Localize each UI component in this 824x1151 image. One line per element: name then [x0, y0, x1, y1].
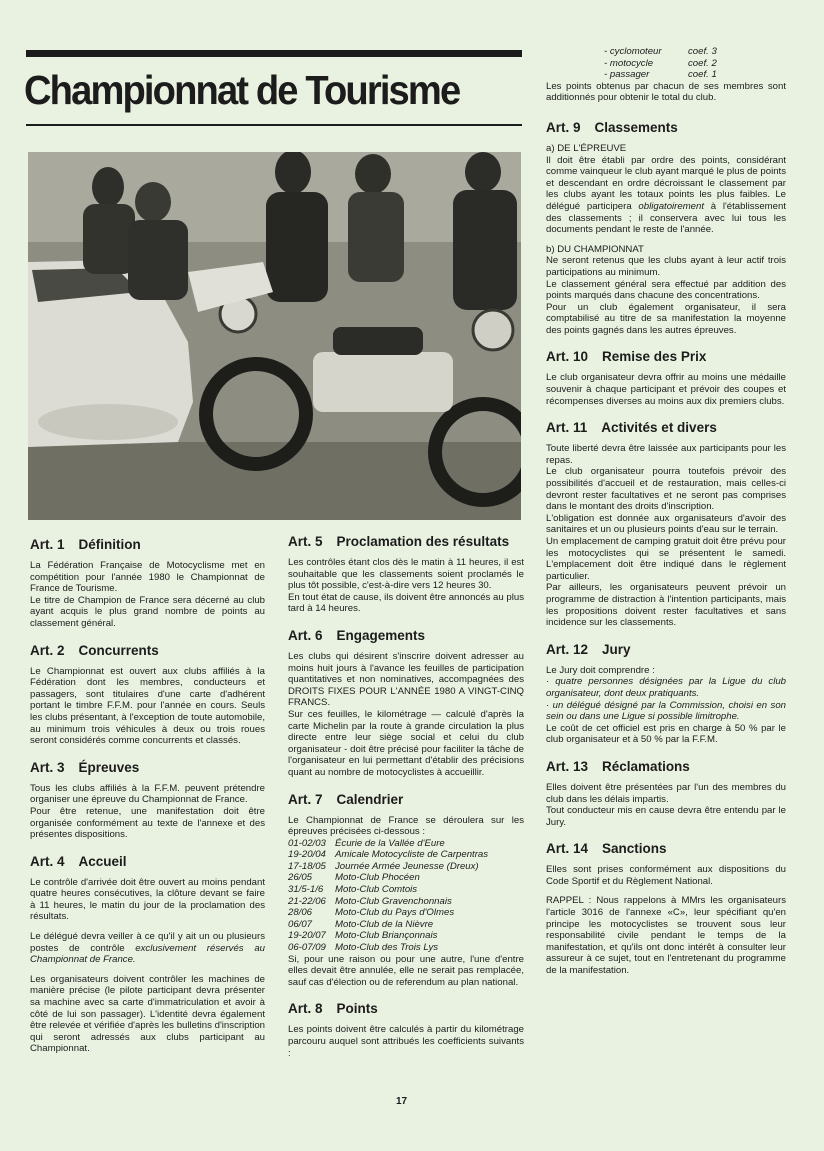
art7-heading [288, 792, 524, 807]
art4-p2-italic: exclusivement réservés au Championnat de France. [30, 942, 265, 966]
art3-heading [30, 760, 265, 775]
art6-heading [288, 628, 524, 643]
art2-section [30, 643, 265, 747]
art3-section [30, 760, 265, 841]
art11-heading [546, 420, 786, 435]
art4-p3: Les organisateurs doivent contrôler les machines de manière précise (le pilote participant devra présenter sa machine avec sa carte d'immatriculation et avoir à côté de lui son passager). L'identité devra également être relevée et vérifiée d'après les bulletins d'inscription qui seront adressés aux clubs participant au Championnat. [30, 973, 265, 1055]
art12-p2: Le coût de cet officiel est pris en charge à 50 % par le club organisateur et à 50 % par la F.F.M. [546, 722, 786, 746]
art3-number: Art. 3 [30, 759, 65, 775]
art2-p1: Le Championnat est ouvert aux clubs affiliés à la Fédération dont les membres, conducteurs et passagers, sont titulaires d'une carte d'adhérent portant le timbre F.F.M. pour l'année en cours. Seuls les clubs présentant, à l'exception de toute automobile, au minimum trois véhicules à deux ou trois roues seront considérés comme concurrents et classés. [30, 665, 265, 747]
column-1 [30, 537, 265, 1068]
coefficient-row [546, 69, 786, 81]
calendar-row [288, 942, 524, 954]
calendar-date: 01-02/03 [288, 837, 326, 849]
art2-number: Art. 2 [30, 642, 65, 658]
art5-section [288, 534, 524, 615]
art1-section [30, 537, 265, 630]
coefficient-value: coef. 1 [688, 69, 717, 81]
art1-p1: La Fédération Française de Motocyclisme met en compétition pour l'année 1980 le Championnat de France de Tourisme. [30, 560, 265, 595]
art9-pa [546, 155, 786, 236]
art5-p2: En tout état de cause, ils doivent être annoncés au plus tard à 14 heures. [288, 591, 524, 615]
art14-section [546, 841, 786, 976]
calendar-list [288, 838, 524, 954]
art12-list-item-1: · quatre personnes désignées par la Ligue du club organisateur, dont deux pratiquants. [546, 676, 786, 699]
art11-title: Activités et divers [601, 420, 717, 436]
art4-number: Art. 4 [30, 853, 65, 869]
calendar-club: Amicale Motocycliste de Carpentras [335, 849, 489, 861]
art4-heading [30, 854, 265, 869]
calendar-date: 19-20/04 [288, 849, 326, 861]
calendar-row [288, 861, 524, 873]
art13-title: Réclamations [602, 758, 690, 774]
art3-title: Épreuves [78, 759, 140, 775]
art10-number: Art. 10 [546, 349, 589, 365]
calendar-date: 28/06 [288, 907, 313, 919]
coefficient-type: - cyclomoteur [604, 46, 662, 57]
calendar-row [288, 907, 524, 919]
calendar-date: 06/07 [288, 918, 313, 930]
art11-section [546, 420, 786, 629]
art9-sub-b: b) DU CHAMPIONNAT [546, 243, 644, 255]
art13-p1: Elles doivent être présentées par l'un des membres du club dans les délais impartis. [546, 781, 786, 805]
calendar-row [288, 896, 524, 908]
art5-heading [288, 534, 524, 549]
coefficient-row [546, 46, 786, 58]
art8-p1: Les points doivent être calculés à partir du kilométrage parcouru auquel sont attribués les coefficients suivants : [288, 1024, 524, 1059]
art8-heading [288, 1001, 524, 1016]
calendar-date: 21-22/06 [288, 895, 326, 907]
art8-number: Art. 8 [288, 1001, 323, 1017]
art9-pb1: Ne seront retenus que les clubs ayant à leur actif trois participations au minimum. [546, 255, 786, 278]
art6-title: Engagements [336, 627, 426, 643]
art9-pb3: Pour un club également organisateur, il sera comptabilisé au titre de sa manifestation la moyenne des points gagnés dans les autres épreuves. [546, 301, 786, 336]
art9-pb2: Le classement général sera effectué par addition des points marqués dans chacune des concentrations. [546, 278, 786, 302]
art11-p5: Par ailleurs, les organisateurs peuvent prévoir un programme de distraction à l'intention participants, mais les propositions doivent rester facultatives et sans incidence sur les classements. [546, 582, 786, 629]
art14-number: Art. 14 [546, 841, 589, 857]
page-number: 17 [396, 1096, 408, 1107]
coefficient-type: - passager [604, 69, 650, 81]
art9-heading [546, 120, 786, 135]
art4-p2-text: Le délégué devra veiller à ce qu'il y ait un ou plusieurs postes de contrôle [30, 931, 265, 954]
art13-heading [546, 759, 786, 774]
calendar-row [288, 919, 524, 931]
column-3 [546, 46, 786, 990]
title-top-rule [26, 50, 522, 57]
calendar-club: Moto-Club du Pays d'Olmes [335, 907, 455, 919]
art9-pa-text1: Il doit être établi par ordre des points, considérant comme vainqueur le club ayant marqué le plus de points et descendant en ordre décroissant le classement par les clubs ayant les totaux points les plus faibles. Le délégué participera [546, 154, 786, 212]
art9-sub-a: a) DE L'ÉPREUVE [546, 142, 627, 154]
art14-heading [546, 841, 786, 856]
art9-title: Classements [594, 119, 678, 135]
art14-p2: RAPPEL : Nous rappelons à MMrs les organisateurs l'article 3016 de l'annexe «C», leur spécifiant qu'en principe les motocyclistes se trouvent sous leur responsabilité civile pendant le temps de la manifestation, et qu'ils ont donc intérêt à consulter leur assureur à ce sujet, tout en l'entretenant du programme de la manifestation. [546, 895, 786, 977]
calendar-row [288, 930, 524, 942]
art13-section [546, 759, 786, 828]
column-2 [288, 534, 524, 1072]
art4-p1: Le contrôle d'arrivée doit être ouvert au moins pendant quatre heures consécutives, la clôture devant se faire à 11 heures, le matin du jour de la proclamation des résultats. [30, 876, 265, 923]
calendar-club: Moto-Club Comtois [335, 884, 418, 896]
art8-section [288, 1001, 524, 1059]
art12-p1: Le Jury doit comprendre : [546, 664, 655, 676]
art11-p2: Le club organisateur pourra toutefois prévoir des possibilités d'accueil et de restauration, mais celles-ci devront rester facultatives et ne seront pas comprises dans le montant des droits d'inscription. [546, 466, 786, 513]
art6-p1: Les clubs qui désirent s'inscrire doivent adresser au moins huit jours à l'avance les feuilles de participation quantitatives et non nominatives, accompagnées des DROITS FIXES POUR L'ANNÉE 1980 A VINGT-CINQ FRANCS. [288, 650, 524, 709]
art1-number: Art. 1 [30, 537, 65, 552]
art7-title: Calendrier [336, 791, 404, 807]
calendar-club: Moto-Club des Trois Lys [335, 942, 439, 954]
art8-p2: Les points obtenus par chacun de ses membres sont additionnés pour obtenir le total du club. [546, 80, 786, 104]
art3-p2: Pour être retenue, une manifestation doit être organisée conformément au texte de l'annexe et des présentes dispositions. [30, 805, 265, 841]
art5-p1: Les contrôles étant clos dès le matin à 11 heures, il est souhaitable que les classements soient proclamés le plus tôt possible, c'est-à-dire vers 12 heures 30. [288, 557, 524, 592]
art12-number: Art. 12 [546, 641, 589, 657]
coefficient-list [546, 46, 786, 81]
art7-p2: Si, pour une raison ou pour une autre, l'une d'entre elles devait être annulée, elle ne serait pas remplacée, sauf cas d'élection ou de referendum au plan national. [288, 953, 524, 988]
art8-title: Points [336, 1001, 378, 1017]
calendar-club: Moto-Club Phocéen [335, 872, 420, 884]
calendar-club: Écurie de la Vallée d'Eure [335, 837, 445, 849]
calendar-club: Moto-Club Briançonnais [335, 930, 438, 942]
calendar-row [288, 838, 524, 850]
calendar-date: 17-18/05 [288, 860, 326, 872]
art11-number: Art. 11 [546, 420, 588, 436]
art12-title: Jury [602, 641, 631, 657]
art11-p3: L'obligation est donnée aux organisateurs d'avoir des sanitaires et un ou plusieurs points d'eau sur le terrain. [546, 512, 786, 536]
art5-title: Proclamation des résultats [336, 534, 510, 549]
art3-p1: Tous les clubs affiliés à la F.F.M. peuvent prétendre organiser une épreuve du Championnat de France. [30, 782, 265, 806]
art14-p1: Elles sont prises conformément aux dispositions du Code Sportif et du Règlement National. [546, 864, 786, 887]
art6-p2: Sur ces feuilles, le kilométrage — calculé d'après la carte Michelin par la route à grande circulation la plus directe entre leur siège social et celui du club organisateur - doit être précisé pour faciliter la tâche de l'organisateur en lui permettant d'établir des précisions quant au nombre de motocyclistes à accueillir. [288, 708, 524, 778]
calendar-date: 19-20/07 [288, 930, 326, 942]
art13-number: Art. 13 [546, 758, 589, 774]
photo-illustration [28, 152, 521, 520]
art14-title: Sanctions [602, 841, 667, 857]
calendar-club: Journée Armée Jeunesse (Dreux) [335, 860, 479, 872]
art10-title: Remise des Prix [602, 349, 707, 365]
art2-title: Concurrents [78, 642, 159, 658]
art9-pa-italic: obligatoirement [638, 200, 705, 212]
art4-section [30, 854, 265, 1055]
art11-p1: Toute liberté devra être laissée aux participants pour les repas. [546, 443, 786, 466]
art4-title: Accueil [78, 853, 127, 869]
page-title: Championnat de Tourisme [24, 67, 460, 113]
art12-list-item-2: · un délégué désigné par la Commission, choisi en son sein ou dans une Ligue si possible limitrophe. [546, 699, 786, 723]
art9-pa-text2: à l'établissement des classements ; il conservera avec lui tous les documents pendant le reste de l'année. [546, 200, 786, 236]
art1-p2: Le titre de Champion de France sera décerné au club ayant acquis le plus grand nombre de points au classement général. [30, 594, 265, 629]
calendar-row [288, 884, 524, 896]
coefficient-type: - motocycle [604, 57, 654, 69]
calendar-date: 31/5-1/6 [288, 884, 324, 896]
art6-number: Art. 6 [288, 627, 323, 643]
calendar-date: 26/05 [288, 872, 313, 884]
coefficient-row [546, 58, 786, 70]
calendar-row [288, 849, 524, 861]
art10-section [546, 349, 786, 407]
calendar-club: Moto-Club de la Nièvre [335, 918, 434, 930]
art6-section [288, 628, 524, 779]
photo-motorcyclists [28, 152, 521, 520]
art4-p2 [30, 931, 265, 966]
art2-heading [30, 643, 265, 658]
coefficient-value: coef. 3 [688, 46, 717, 57]
calendar-club: Moto-Club Gravenchonnais [335, 895, 452, 907]
title-bottom-rule [26, 124, 522, 126]
art7-section [288, 792, 524, 989]
art9-section [546, 120, 786, 337]
art5-number: Art. 5 [288, 534, 323, 549]
art10-heading [546, 349, 786, 364]
calendar-date: 06-07/09 [288, 942, 326, 954]
art13-p2: Tout conducteur mis en cause devra être entendu par le Jury. [546, 805, 786, 828]
art12-section [546, 642, 786, 746]
art7-intro: Le Championnat de France se déroulera sur les épreuves précisées ci-dessous : [288, 814, 524, 838]
calendar-row [288, 872, 524, 884]
art9-number: Art. 9 [546, 119, 581, 135]
art7-number: Art. 7 [288, 791, 323, 807]
art10-p1: Le club organisateur devra offrir au moins une médaille souvenir à chaque participant et prévoir des coupes et récompenses diverses au moins aux dix premiers clubs. [546, 372, 786, 407]
art1-title: Définition [78, 537, 141, 552]
art11-p4: Un emplacement de camping gratuit doit être prévu pour les motocyclistes qui se présentent le samedi. L'emplacement doit être indiqué dans le règlement particulier. [546, 536, 786, 582]
art1-heading [30, 537, 265, 552]
coefficient-value: coef. 2 [688, 57, 717, 69]
art12-heading [546, 642, 786, 657]
